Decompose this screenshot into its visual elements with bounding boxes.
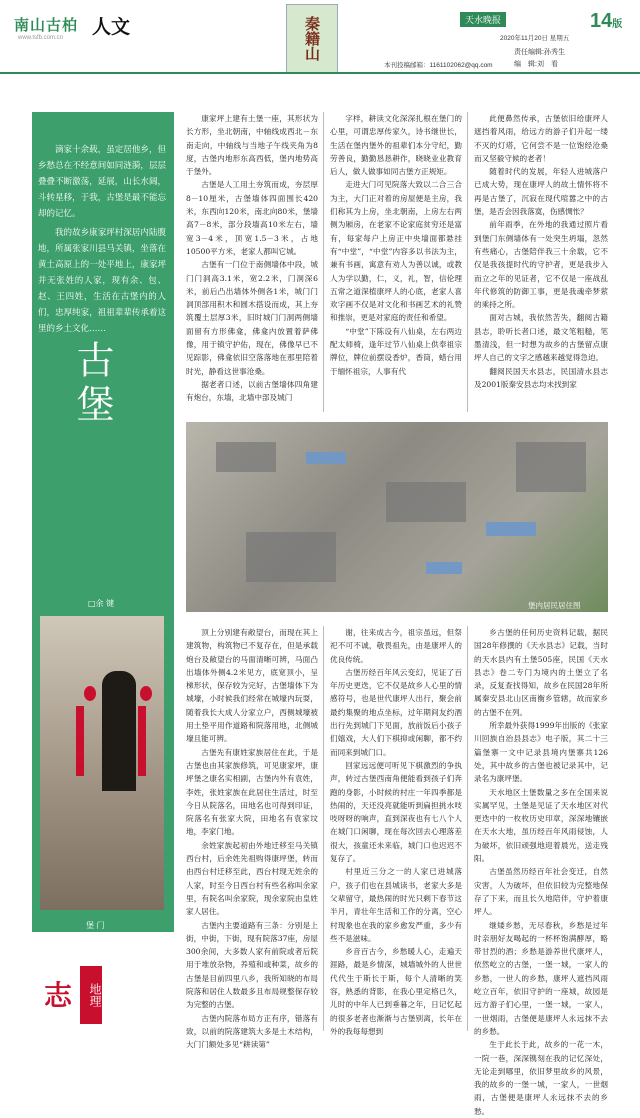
article-author: □余 键 xyxy=(88,599,115,608)
paragraph: 古堡是人工用土夯筑而成，夯层厚8－10厘米，古堡墙体四面围长420米，东西向120米，南北向80米，堡墙高7－8米，部分段墙高10米左右，墙宽3－4米，顶宽1.5－3米，占地10500平方米，老家人都叫它城。 xyxy=(186,180,318,256)
village-aerial-photo xyxy=(186,422,608,612)
roof-block xyxy=(216,442,276,472)
paragraph: 继矮乡愁，无尽春秋，乡愁是过年时亲朋好友喝起的一杯杯饱满酵厚，略带甘烈的酒；乡愁是游养世代康坪人，依然屹立的古堡，一堡一城，一家人的乡愁，一世人的乡愁，康坪人遮挡风雨屹立百年，依旧守护的一座城，故园是远方游子们心里，一堡一城，一家人，一世烟雨，古堡便是康坪人永远抹不去的乡愁。 xyxy=(474,920,608,1036)
gate-archway xyxy=(102,671,136,791)
couplet-left xyxy=(76,706,84,776)
paragraph: 乡音百古今，乡愁暖人心，走遍天涯路，最是乡情深，城墙城外的人世世代代生于斯长于斯，每个人清晰的笑容，熟悉的背影，在我心里定格已久，儿时的中年人已到垂暮之年，日记忆起的很多老者也渐渐与古堡别离，长年在外的我每每想到 xyxy=(330,947,462,1036)
paragraph: 面对古城，我依然苦失，翻阅古籍县志，聆听长者口述，最文笔粗糙，笔墨清浅，但一时想为故乡的古堡留点康坪人自己的文字之感越来越觉得急迫。 xyxy=(474,313,608,363)
couplet-right xyxy=(138,706,146,776)
paragraph: 古堡虽然历经百年社会变迁，自然灾害，人为破坏，但依旧较为完整地保存了下来，而且长久地陪伴，守护着康坪人。 xyxy=(474,867,608,917)
paragraph: 顶上分别建有敞望台，而现在其上建筑物，构筑物已不复存在，但是承载炮台及敞望台的马面清晰可辨，马面凸出墙体外侧4.2米见方，底宽顶小，呈梯形状，保存较为完好，古堡墙体下为城壕，小时候我们经常在城壕内玩耍，随着我长大成人分家立户，西侧城壕被用土垫平用作道路和院落用地，北侧城壕且能可辨。 xyxy=(186,628,318,744)
logo-zhi-glyph: 志 xyxy=(44,979,73,1012)
paragraph: 走进大门可见院落大致以二合三合为主，大门正对着的房屋便是主房，我们称其为上房，坐北朝南，上房左右两侧为厢房，在老家不论家庭贫穷还是富有，每家每户上房正中央墙面都悬挂有“中堂”，“中堂”内容多以书法为主，兼有书画，寓意有劝人为善以诚，或教人为学以勤，仁，义，礼，智，信伦理五常之道深植康坪人的心底，老家人喜欢字画不仅是对文化和书画艺术的礼赞和推崇，更是对家庭的责任和希望。 xyxy=(330,180,462,323)
paragraph: 据老者口述，以前古堡墙体四角建有炮台，东墙，北墙中部及城门 xyxy=(186,379,318,403)
red-lantern-icon xyxy=(140,686,152,701)
logo-dili-label: 地理 xyxy=(80,966,102,1024)
article-column-6 xyxy=(474,626,608,1116)
paragraph: 字样，耕读文化深深扎根在堡门的心里，可谓忠厚传家久，诗书继世长，生活在堡内堡外的祖辈们本分守纪，勤劳善良，勤勤恳恳耕作，晓晓业业教育后人，做人做事如同古堡方正规矩。 xyxy=(330,114,462,177)
roof-block xyxy=(516,442,586,492)
column-title: 秦籍山 xyxy=(303,15,321,61)
column-divider xyxy=(323,112,324,412)
paragraph: 古堡内主要道路有三条：分别是上街，中街，下街，现有院落37座，房屋300余间，大多数人家有前院或者后院用于堆放杂物，养殖和或种菜，故乡的古堡是目前四里八乡，我所知晓的布局院落和居住人数最多且布局规整保存较为完整的古堡。 xyxy=(186,920,318,1010)
column-seal xyxy=(286,4,338,74)
paragraph: 所幸最外获得1999年出版的《张家川回族自治县县志》电子版，其二十三篇堡寨一文中记录县境内堡寨共126处，其中故乡的古堡也被记录其中，记录名为康坪堡。 xyxy=(474,721,608,784)
roof-block xyxy=(306,452,346,464)
paragraph: 古堡先有康姓家族居住在此，于是古堡也由其家族修筑，可见康家坪，康坪堡之康名实相副，古堡内外有袁姓，李姓，张姓家族在此居住生活过，时至今日从院落名，田地名也可得到印证，院落名有张家大院，田地名有袁家坟地，李家门地。 xyxy=(186,747,318,837)
column-divider xyxy=(467,112,468,412)
editor-credits xyxy=(514,47,565,71)
header-rule xyxy=(0,72,640,74)
article-column-2 xyxy=(330,112,462,412)
roof-block xyxy=(486,522,536,536)
paragraph: 余姓家族起初由外地迁移至马关镇西台村，后余姓先祖购得康坪堡，转而由西台村迁移至此，西台村现无姓余的人家，时至今日西台村有些名称叫余家里，有院名叫余家院，现余家院由皇姓家人居住。 xyxy=(186,840,318,917)
paragraph: 康家坪上建有土堡一座，其形状为长方形，坐北朝南，中轴线成西北－东南走向，中轴线与当地子午线夹角为8度，古堡内地形东高西低，堡内地势高于堡外。 xyxy=(186,114,318,177)
page-number-value: 14 xyxy=(590,10,613,32)
column-divider xyxy=(467,626,468,1031)
column-divider xyxy=(323,626,324,1031)
paragraph: 古堡有一门位于南侧墙体中段，城门门洞高3.1米，宽2.2米，门洞深6米，前后凸出墙体外侧各1米，城门门洞顶部用积木和圆木搭设而成，其上夯筑覆土层厚3米，旧时城门门洞两侧墙面留有方形佛龛，佛龛内放置着萨佛像，用于镇守护佑，现在，佛像早已不见踪影，佛龛依旧空落落地在那里陪着时光，静看这世事沧桑。 xyxy=(186,260,318,376)
paragraph: 乡古堡的任何历史资料记载，据民国28年修撰的《天水县志》记载，当时的天水县内有土堡505座，民国《天水县志》卷二专门为境内的土堡立了名录，反复查找得知，故乡在民国28年所属秦安县北山区南衡乡管辖，故而家乡的古堡不在列。 xyxy=(474,628,608,717)
paragraph: 天水地区土堡数量之多在全国来说实属罕见，土堡是见证了天水地区对代更迭中的一枚枚历史印章，深深地镶嵌在天水大地，虽历经百年风雨侵蚀，人为破坏，依旧顽强地迎着晨光，送走残阳。 xyxy=(474,787,608,864)
article-column-1 xyxy=(186,112,318,412)
article-column-5 xyxy=(330,626,462,1036)
gate-photo-caption: 堡 门 xyxy=(86,921,105,930)
page-number xyxy=(590,10,622,33)
paragraph: 生于此长于此，故乡的一花一木，一院一巷，深深镌刻在我的记忆深处，无论走到哪里，依旧梦里故乡的风景，我的故乡的一堡一城，一家人，一世烟雨，古堡便是康坪人永远抹不去的乡愁。 xyxy=(474,1040,608,1116)
article-column-4 xyxy=(186,626,318,1050)
paragraph: 村里近三分之一的人家已进城落户，孩子们也在县城读书，老家大多是父辈留守，最热闹的时光只剩下春节这半月，青壮年生活和工作的分离，空心村现象也在我的家乡愈发严重，多少有些不是滋味。 xyxy=(330,867,462,943)
paragraph: 古堡内院落布局方正有序，错落有致，以前的院落建筑大多是土木结构，大门门额处多见“耕读第” xyxy=(186,1013,318,1050)
intro-paragraph: 滴家十余载，虽定居他乡，但乡愁总在不经意间如同涟漪，层层叠叠不断激荡，延展，山长水阔，斗转星移，于我，古堡是最不能忘却的记忆。 xyxy=(38,145,166,219)
designer-line: 编 辑:刘 看 xyxy=(514,61,558,68)
roof-block xyxy=(426,562,462,574)
paragraph: 随着时代的发展，年轻人进城落户已成大势，现在康坪人的故土情怀将不再是古堡了，沉寂在现代喧嚣之中的古堡，是否会因我落寞，伤感惆怅？ xyxy=(474,167,608,217)
brand-url: www.tsfb.com.cn xyxy=(18,35,64,41)
paragraph: 回家远远便可听见下棋激烈的争执声，转过古堡西南角便能看到孩子们奔跑的身影，小时候的村庄一年四季都是热闹的，天还没亮就能听到扁担挑水吱吱呀呀的响声，直到深夜也有七八个人在城门口闲聊，现在每次回去心理落差很大，孩童还未来临，城门口也迟迟不复存了。 xyxy=(330,760,462,864)
intro-paragraph: 我的故乡康家坪村深居内陆腹地，所属张家川县马关镇，坐落在黄土高原上的一处平地上，康家坪并无张姓的人家，现有余、包、赵、王四姓，生活在古堡内的人们，忠厚纯家，祖祖辈辈传承着这里的乡土文化…… xyxy=(38,228,166,334)
paragraph: 翻阅民国天水县志，民国清水县志及2001版秦安县志均未找到家 xyxy=(474,366,608,389)
editor-line: 责任编辑:孙秀生 xyxy=(514,49,565,56)
roof-block xyxy=(246,532,336,582)
article-column-3 xyxy=(474,112,608,412)
article-title: 古堡 xyxy=(70,340,114,428)
sidebar-intro xyxy=(38,142,166,340)
paragraph: 此便鼻然传承，古堡依旧给康坪人遮挡着风雨，给远方的游子们升起一缕不灭的灯塔，它何尝不是一位饱经沧桑而又坚毅守候的老者！ xyxy=(474,114,608,163)
paragraph: 前年雨季，在外地的我通过照片看到堡门东侧墙体有一处突生坍塌，忽然有些痛心，古堡陪伴我三十余载，它不仅是我孩提时代的守护者，更是我步入而立之年的见证者，它不仅是一座战乱年代修筑的防御工事，更是我魂牵梦萦的乘持之所。 xyxy=(474,220,608,310)
brand-logo: 南山古柏 xyxy=(14,17,79,34)
red-lantern-icon xyxy=(84,686,96,701)
section-title: 人文 xyxy=(92,17,131,38)
gate-photo xyxy=(40,616,164,910)
contact-email: 本刊投稿邮箱：1161102062@qq.com xyxy=(384,62,493,69)
roof-block xyxy=(386,482,466,522)
paragraph: 古堡历经百年风云变幻，见证了百年历史更迭，它不仅是故乡人心里的情感符号，也是世代康坪人出行，聚会前最约集聚的地点坐标，过年期间友约酒出行先到城门下见面，放前饭后小孩子们嬉戏，大人们下棋抑或闲聊，都不约而同来到城门口。 xyxy=(330,667,462,757)
paper-name: 天水晚报 xyxy=(460,12,506,27)
publish-date: 2020年11月20日 星期五 xyxy=(500,35,570,42)
paragraph: 谢，往来成古今，祖宗虽远，但祭祀不可不诚，敬畏祖先，由是康坪人的优良传统。 xyxy=(330,628,462,664)
aerial-photo-caption: 堡内居民居住图 xyxy=(528,601,581,610)
paragraph: “中堂”下陈设有八仙桌，左右两边配太师椅，逢年过节八仙桌上供奉祖宗牌位，牌位前摆设香炉，香筒，蜡台用于缅怀祖宗，人事有代 xyxy=(330,326,462,376)
page-number-label: 版 xyxy=(612,19,623,30)
